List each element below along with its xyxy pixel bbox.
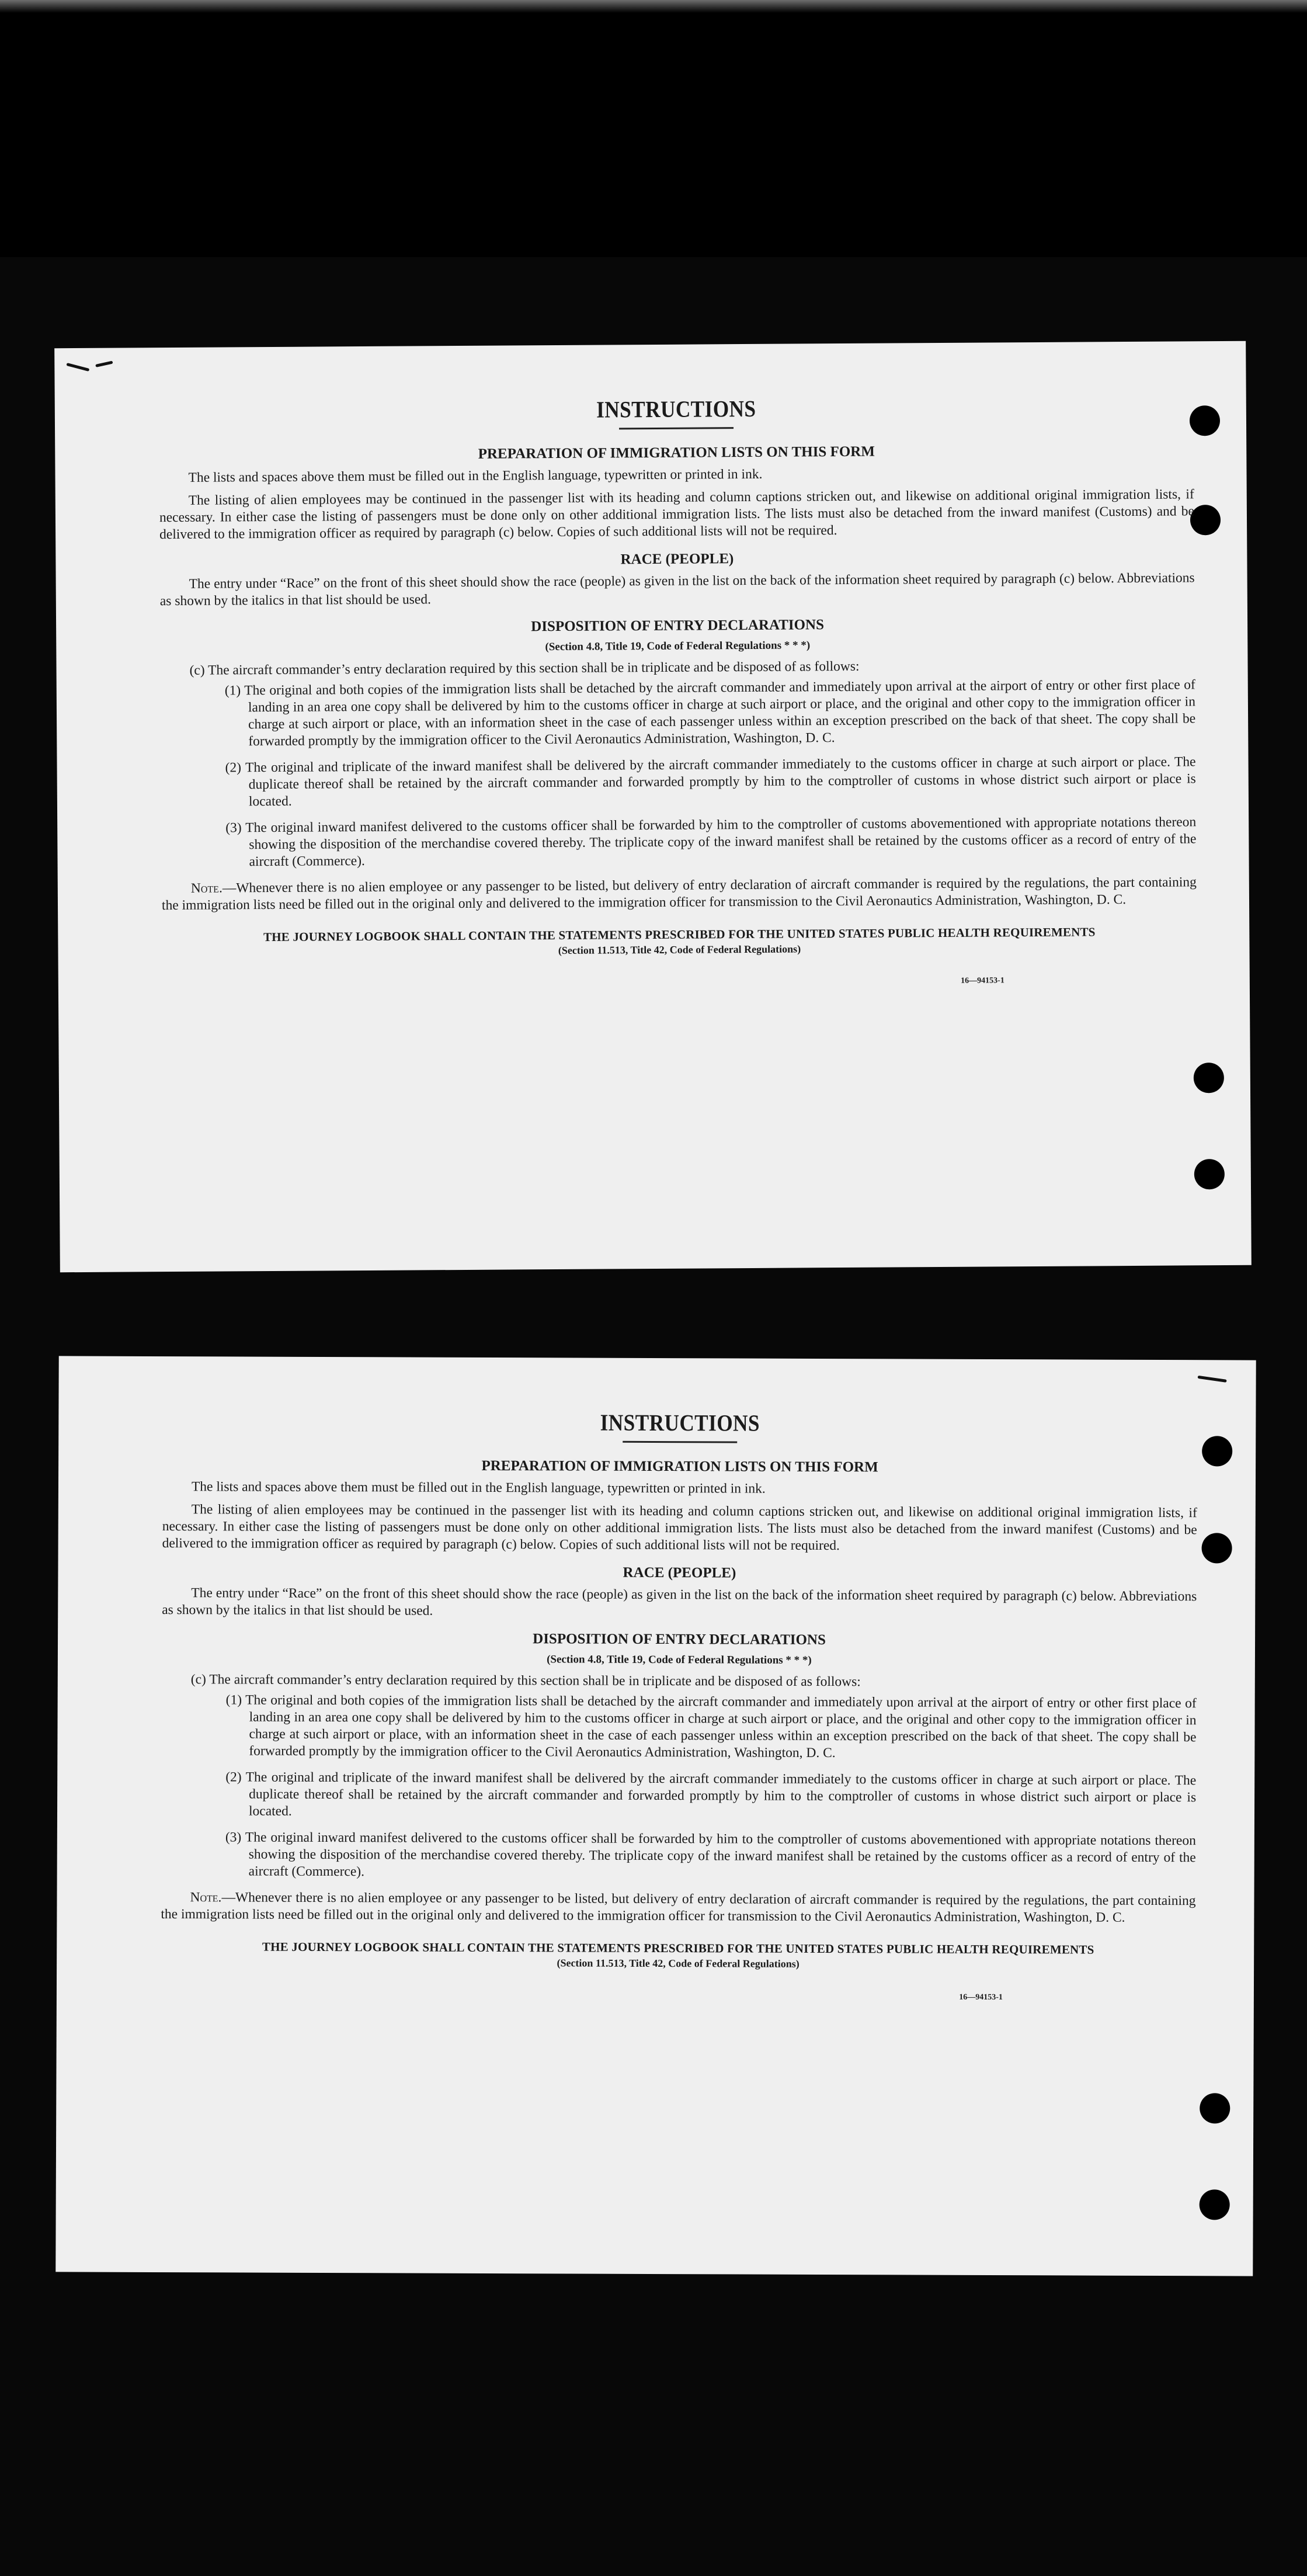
note-text: —Whenever there is no alien employee or any passenger to be listed, but delivery of entry declaration of aircraft commander is required by the regulations, the part containing the immigration lists need be filled out in the original only and delivered to the immigration officer for transmission to the Civil Aeronautics Administration, Washington, D. C. [161,874,1197,914]
punch-hole [1190,505,1221,535]
note-paragraph [162,874,1197,914]
closing-statement: THE JOURNEY LOGBOOK SHALL CONTAIN THE STATEMENTS PRESCRIBED FOR THE UNITED STATES PUBLIC HEALTH REQUIREMENTS [263,925,1096,945]
heading-race: RACE (PEOPLE) [620,551,734,568]
ink-smudge [1198,1376,1227,1383]
scanner-top-strip [0,0,1307,13]
paragraph-alien-employees: The listing of alien employees may be continued in the passenger list with its heading and column captions stricken out, and likewise on additional original immigration lists, if necessary. In either case the listing of passengers must be done only on other additional immigration lists. The lists must also be detached from the inward manifest (Customs) and be delivered to the immigration officer as required by paragraph (c) below. Copies of such additional lists will not be required. [162,1502,1197,1554]
list-item-3: (3) The original inward manifest delivered to the customs officer shall be forwarded by him to the comptroller of customs abovementioned with appropriate notations thereon showing the disposition of the merchandise covered thereby. The triplicate copy of the inward manifest shall be retained by the customs officer as a record of entry of the aircraft (Commerce). [225,1829,1196,1880]
punch-hole [1200,2093,1230,2123]
punch-hole [1194,1159,1225,1189]
closing-citation: (Section 11.513, Title 42, Code of Federal Regulations) [558,943,801,956]
page-title: INSTRUCTIONS [600,1409,760,1436]
sheet-content [161,1408,1198,2006]
ink-smudge [95,361,113,367]
punch-hole [1194,1063,1224,1093]
punch-hole [1202,1436,1232,1466]
form-number: 16—94153-1 [961,976,1004,985]
form-number: 16—94153-1 [959,1992,1003,2002]
ink-smudge [66,363,89,372]
citation-disposition: (Section 4.8, Title 19, Code of Federal Regulations * * *) [547,1653,812,1667]
note-paragraph [161,1889,1195,1926]
note-text: —Whenever there is no alien employee or any passenger to be listed, but delivery of entry declaration of aircraft commander is required by the regulations, the part containing the immigration lists need be filled out in the original only and delivered to the immigration officer for transmission to the Civil Aeronautics Administration, Washington, D. C. [161,1890,1196,1925]
closing-citation: (Section 11.513, Title 42, Code of Federal Regulations) [557,1957,800,1970]
paragraph-c: (c) The aircraft commander’s entry declaration required by this section shall be in triplicate and be disposed of as follows: [189,658,860,678]
paragraph-race: The entry under “Race” on the front of this sheet should show the race (people) as given in the list on the back of the information sheet required by paragraph (c) below. Abbreviations as shown by the italics in that list should be used. [162,1585,1197,1619]
list-item-2: (2) The original and triplicate of the inward manifest shall be delivered by the aircraft commander immediately to the customs officer in charge at such airport or place. The duplicate thereof shall be retained by the aircraft commander and forwarded promptly by him to the comptroller of customs in whose district such airport or place is located. [225,1769,1197,1819]
list-item-1: (1) The original and both copies of the immigration lists shall be detached by the aircraft commander and immediately upon arrival at the airport of entry or other first place of landing in an area one copy shall be delivered by him to the customs officer in charge at such airport or place, and the original and other copy to the immigration officer in charge at such airport or place, with an information sheet in the case of each passenger unless within an exception prescribed on the back of that sheet. The copy shall be forwarded promptly by the immigration officer to the Civil Aeronautics Administration, Washington, D. C. [225,1692,1197,1761]
punch-hole [1202,1533,1232,1563]
heading-disposition: DISPOSITION OF ENTRY DECLARATIONS [533,1631,826,1648]
page-title: INSTRUCTIONS [596,395,756,423]
note-lead: Note. [190,880,223,896]
title-underline [619,427,734,429]
list-item-2: (2) The original and triplicate of the inward manifest shall be delivered by the aircraft commander immediately to the customs officer in charge at such airport or place. The duplicate thereof shall be retained by the aircraft commander and forwarded promptly by him to the comptroller of customs in whose district such airport or place is located. [225,754,1196,810]
citation-disposition: (Section 4.8, Title 19, Code of Federal Regulations * * *) [545,639,811,654]
heading-race: RACE (PEOPLE) [623,1564,736,1581]
heading-immigration-lists: PREPARATION OF IMMIGRATION LISTS ON THIS FORM [478,443,875,462]
paragraph-alien-employees: The listing of alien employees may be continued in the passenger list with its heading and column captions stricken out, and likewise on additional original immigration lists, if necessary. In either case the listing of passengers must be done only on other additional immigration lists. The lists must also be detached from the inward manifest (Customs) and be delivered to the immigration officer as required by paragraph (c) below. Copies of such additional lists will not be required. [159,487,1195,543]
paragraph-language: The lists and spaces above them must be filled out in the English language, typewritten or printed in ink. [188,466,763,485]
closing-statement: THE JOURNEY LOGBOOK SHALL CONTAIN THE STATEMENTS PRESCRIBED FOR THE UNITED STATES PUBLIC HEALTH REQUIREMENTS [262,1939,1094,1957]
sheet-content [159,393,1197,994]
instruction-sheet-1 [54,341,1252,1272]
punch-hole [1190,405,1220,436]
note-lead: Note. [190,1890,222,1905]
paragraph-race: The entry under “Race” on the front of this sheet should show the race (people) as given in the list on the back of the information sheet required by paragraph (c) below. Abbreviations as shown by the italics in that list should be used. [159,570,1195,609]
list-item-1: (1) The original and both copies of the immigration lists shall be detached by the aircraft commander and immediately upon arrival at the airport of entry or other first place of landing in an area one copy shall be delivered by him to the customs officer in charge at such airport or place, and the original and other copy to the immigration officer in charge at such airport or place, with an information sheet in the case of each passenger unless within an exception prescribed on the back of that sheet. The copy shall be forwarded promptly by the immigration officer to the Civil Aeronautics Administration, Washington, D. C. [224,677,1196,749]
paragraph-language: The lists and spaces above them must be filled out in the English language, typewritten or printed in ink. [191,1479,766,1497]
paragraph-c: (c) The aircraft commander’s entry declaration required by this section shall be in triplicate and be disposed of as follows: [190,1672,861,1690]
list-item-3: (3) The original inward manifest delivered to the customs officer shall be forwarded by him to the comptroller of customs abovementioned with appropriate notations thereon showing the disposition of the merchandise covered thereby. The triplicate copy of the inward manifest shall be retained by the customs officer as a record of entry of the aircraft (Commerce). [225,814,1197,870]
punch-hole [1200,2189,1230,2220]
heading-immigration-lists: PREPARATION OF IMMIGRATION LISTS ON THIS FORM [481,1457,878,1476]
instruction-sheet-2 [55,1356,1256,2276]
title-underline [623,1441,737,1443]
heading-disposition: DISPOSITION OF ENTRY DECLARATIONS [531,617,825,635]
